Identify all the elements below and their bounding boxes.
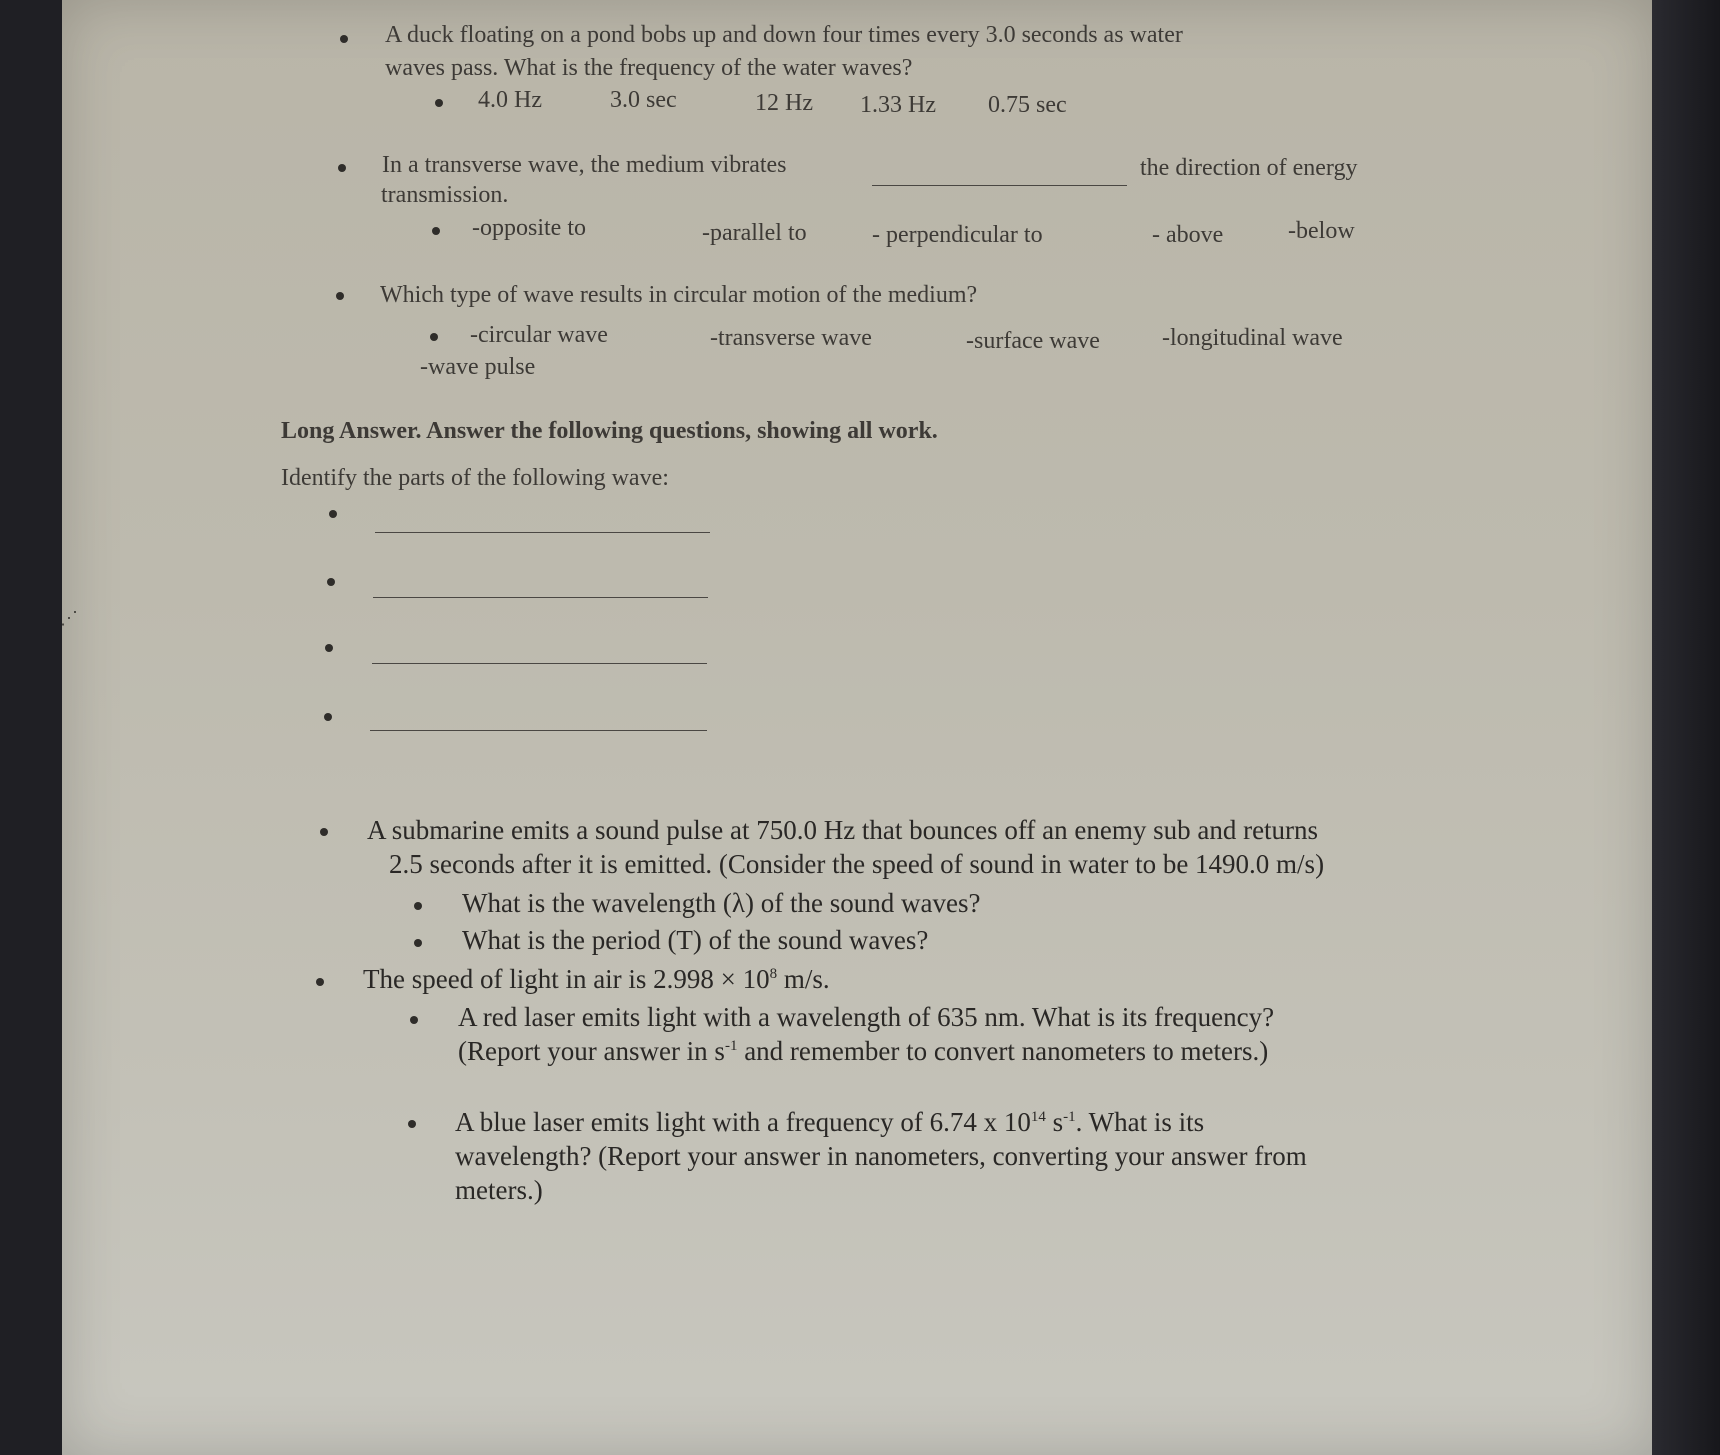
question-5-sub2-line1: A blue laser emits light with a frequency of 6.74 x $10^{14}$ $s^{-1}$. What is its [455,1107,1205,1137]
q1-choice-5: 0.75 sec [988,92,1067,118]
question-2-text-start: In a transverse wave, the medium vibrates [382,152,787,178]
bullet [435,99,443,107]
pencil-mark-icon: ⋰ [60,608,78,628]
question-4-line2: 2.5 seconds after it is emitted. (Consider the speed of sound in water to be 1490.0 m/s) [389,849,1325,879]
wave-part-blank-4[interactable] [370,730,707,731]
q2-choice-2: -parallel to [702,220,807,246]
q1-choice-2: 3.0 sec [610,87,677,113]
bullet [336,292,344,300]
bullet [324,713,332,721]
q2-choice-5: -below [1288,218,1355,244]
bullet [338,164,346,172]
long-answer-heading: Long Answer. Answer the following questions, showing all work. [281,418,938,444]
question-5-sub2-line3: meters.) [455,1175,543,1205]
q3-choice-5: -wave pulse [420,354,536,380]
q2-choice-3: - perpendicular to [872,222,1043,248]
worksheet-paper [62,0,1652,1455]
question-4-sub2: What is the period (T) of the sound waves? [462,925,929,955]
question-5-sub2-line2: wavelength? (Report your answer in nanometers, converting your answer from [455,1141,1307,1171]
question-5-sub1-line1: A red laser emits light with a wavelength of 635 nm. What is its frequency? [458,1002,1275,1032]
bullet [327,578,335,586]
bullet [414,939,422,947]
q3-choice-2: -transverse wave [710,325,872,351]
question-4-line1: A submarine emits a sound pulse at 750.0 Hz that bounces off an enemy sub and returns [367,815,1319,845]
question-3-text: Which type of wave results in circular motion of the medium? [380,282,978,308]
bullet [430,333,438,341]
question-5-line1: The speed of light in air is $2.998 \times 10^8$ m/s. [363,964,830,994]
q3-choice-1: -circular wave [470,322,608,348]
bullet [410,1016,418,1024]
bullet [408,1120,416,1128]
bullet [340,35,348,43]
question-1-text-line2: waves pass. What is the frequency of the water waves? [385,55,913,81]
question-2-text-line2: transmission. [381,182,509,208]
wave-part-blank-2[interactable] [373,597,708,598]
bullet [320,828,328,836]
wave-part-blank-3[interactable] [372,663,707,664]
question-5-sub1-line2: (Report your answer in $s^{-1}$ and remember to convert nanometers to meters.) [458,1036,1269,1066]
q2-choice-4: - above [1152,222,1224,248]
q2-choice-1: -opposite to [472,215,586,241]
q1-choice-1: 4.0 Hz [478,87,542,113]
q3-choice-3: -surface wave [966,328,1100,354]
bullet [316,978,324,986]
q3-choice-4: -longitudinal wave [1162,325,1343,351]
q1-choice-3: 12 Hz [755,90,813,116]
answer-blank[interactable] [872,185,1127,186]
bullet [329,510,337,518]
q1-choice-4: 1.33 Hz [860,92,936,118]
question-2-text-end: the direction of energy [1140,155,1358,181]
bullet [414,902,422,910]
desk-background [1652,0,1720,1455]
question-4-sub1: What is the wavelength (λ) of the sound waves? [462,888,981,918]
question-1-text-line1: A duck floating on a pond bobs up and down four times every 3.0 seconds as water [385,22,1183,48]
bullet [325,644,333,652]
bullet [432,227,440,235]
identify-wave-prompt: Identify the parts of the following wave: [281,465,669,491]
wave-part-blank-1[interactable] [375,532,710,533]
